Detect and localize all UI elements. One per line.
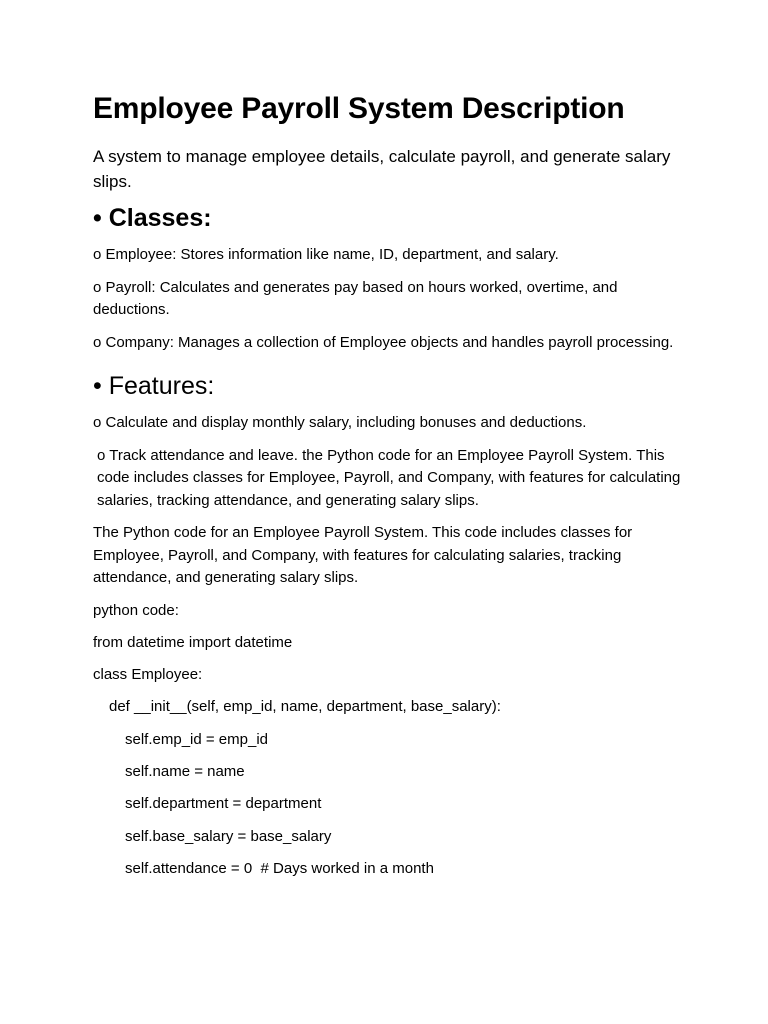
code-line: self.name = name <box>125 762 245 780</box>
features-heading: • Features: <box>93 372 215 400</box>
class-item-company: o Company: Manages a collection of Employee objects and handles payroll processing. <box>93 333 674 351</box>
code-line: from datetime import datetime <box>93 633 293 651</box>
classes-heading: • Classes: <box>93 204 212 232</box>
intro-paragraph: A system to manage employee details, calculate payroll, and generate salary slips. <box>93 147 671 191</box>
code-label: python code: <box>93 601 179 619</box>
feature-item-attendance: o Track attendance and leave. the Python code for an Employee Payroll System. This code includes classes for Employee, Payroll, and Company, with features for calculating salaries, tracking attendance, and generating salary slips. <box>97 446 681 509</box>
class-item-employee: o Employee: Stores information like name, ID, department, and salary. <box>93 246 559 263</box>
code-line: def __init__(self, emp_id, name, department, base_salary): <box>109 698 501 716</box>
document-page <box>93 88 683 890</box>
code-line: self.base_salary = base_salary <box>125 827 332 845</box>
code-line: self.emp_id = emp_id <box>125 730 268 748</box>
code-line: class Employee: <box>93 666 203 684</box>
document-title: Employee Payroll System Description <box>93 92 625 125</box>
code-line: self.attendance = 0 # Days worked in a month <box>125 859 434 877</box>
class-item-payroll: o Payroll: Calculates and generates pay based on hours worked, overtime, and deductions. <box>93 278 618 318</box>
feature-item-salary: o Calculate and display monthly salary, including bonuses and deductions. <box>93 414 587 431</box>
code-line: self.department = department <box>125 795 322 813</box>
summary-paragraph: The Python code for an Employee Payroll System. This code includes classes for Employee, Payroll, and Company, with features for calculating salaries, tracking attendance, and generating salary slips. <box>93 524 633 586</box>
